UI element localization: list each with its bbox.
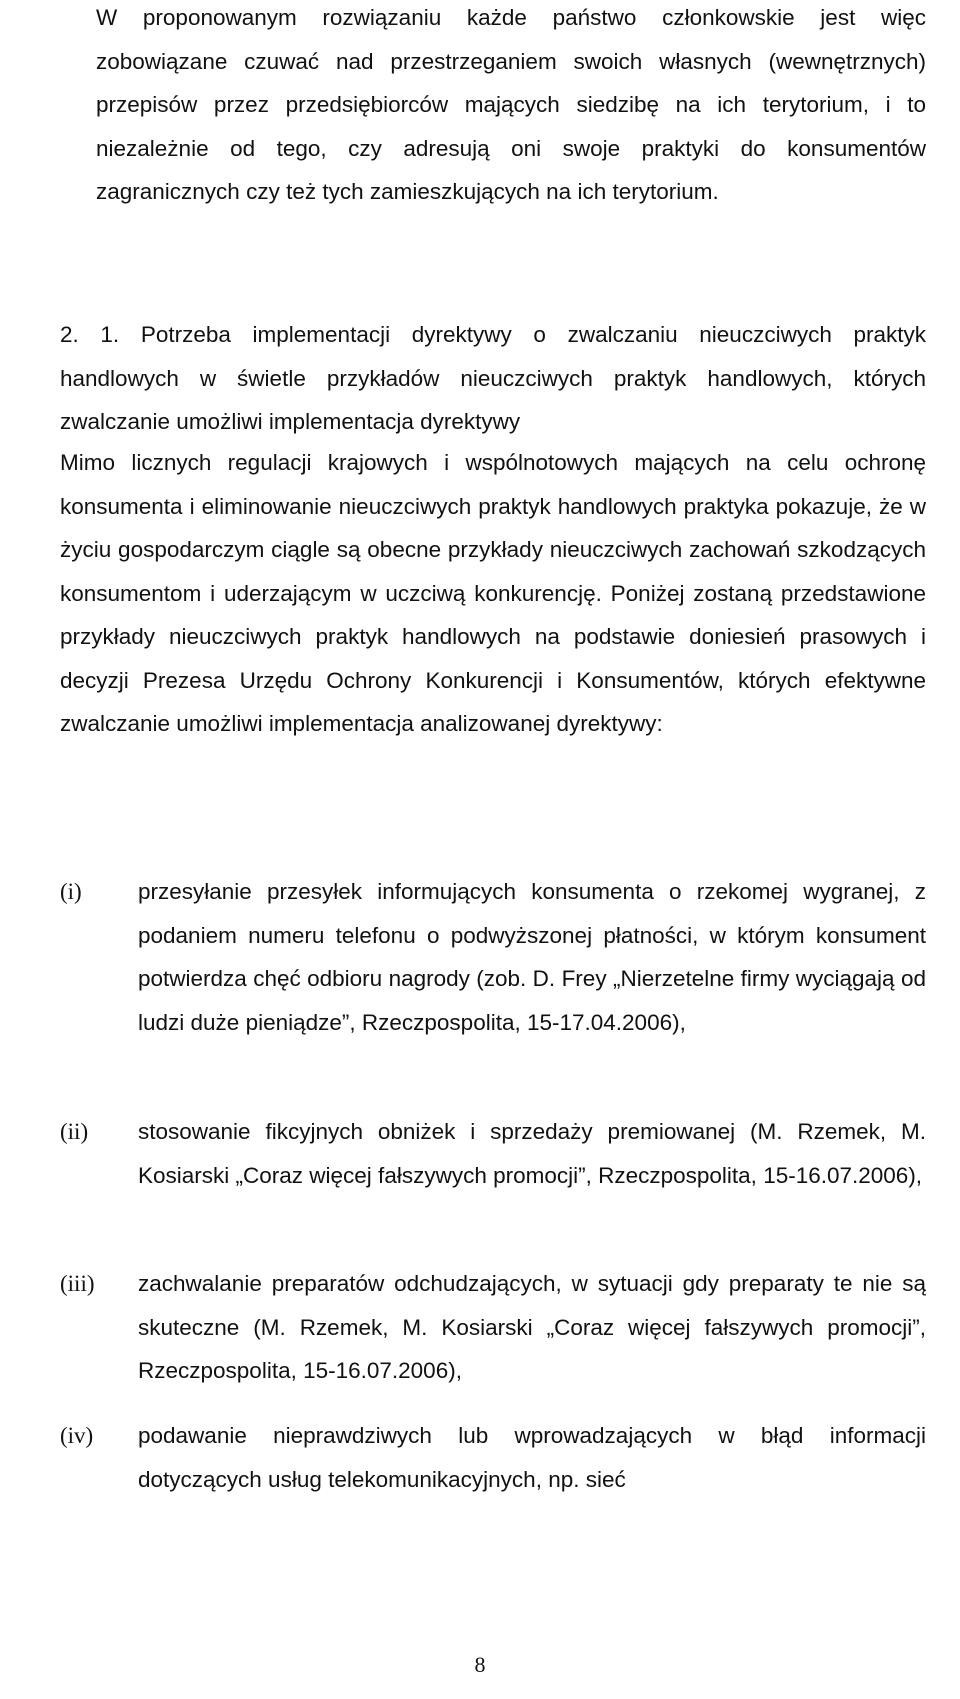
section-heading: 2. 1. Potrzeba implementacji dyrektywy o zwalczaniu nieuczciwych praktyk handlowych w świetle przykładów nieuczciwych praktyk handlowych, których zwalczanie umożliwi implementacja dyrektywy [60, 322, 926, 434]
body-paragraph: Mimo licznych regulacji krajowych i wspólnotowych mających na celu ochronę konsumenta i eliminowanie nieuczciwych praktyk handlowych praktyka pokazuje, że w życiu gospodarczym ciągle są obecne przykłady nieuczciwych zachowań szkodzących konsumentom i uderzającym w uczciwą konkurencję. Poniżej zostaną przedstawione przykłady nieuczciwych praktyk handlowych na podstawie doniesień prasowych i decyzji Prezesa Urzędu Ochrony Konkurencji i Konsumentów, których efektywne zwalczanie umożliwi implementacja analizowanej dyrektywy: [60, 450, 926, 736]
list-item-text: zachwalanie preparatów odchudzających, w sytuacji gdy preparaty te nie są skuteczne (M. Rzemek, M. Kosiarski „Coraz więcej fałszywych promocji”, Rzeczpospolita, 15-16.07.2006), [138, 1271, 926, 1383]
list-marker: (iv) [60, 1423, 94, 1448]
page-number: 8 [474, 1652, 486, 1677]
list-item-text: podawanie nieprawdziwych lub wprowadzających w błąd informacji dotyczących usług telekomunikacyjnych, np. sieć [138, 1423, 926, 1492]
intro-paragraph: W proponowanym rozwiązaniu każde państwo członkowskie jest więc zobowiązane czuwać nad przestrzeganiem swoich własnych (wewnętrznych) przepisów przez przedsiębiorców mających siedzibę na ich terytorium, i to niezależnie od tego, czy adresują oni swoje praktyki do konsumentów zagranicznych czy też tych zamieszkujących na ich terytorium. [96, 5, 926, 204]
list-item-text: przesyłanie przesyłek informujących konsumenta o rzekomej wygranej, z podaniem numeru telefonu o podwyższonej płatności, w którym konsument potwierdza chęć odbioru nagrody (zob. D. Frey „Nierzetelne firmy wyciągają od ludzi duże pieniądze”, Rzeczpospolita, 15-17.04.2006), [138, 879, 926, 1035]
list-marker: (ii) [60, 1119, 89, 1144]
list-marker: (iii) [60, 1271, 95, 1296]
list-marker: (i) [60, 879, 82, 904]
list-item-text: stosowanie fikcyjnych obniżek i sprzedaży premiowanej (M. Rzemek, M. Kosiarski „Coraz więcej fałszywych promocji”, Rzeczpospolita, 15-16.07.2006), [138, 1119, 926, 1188]
